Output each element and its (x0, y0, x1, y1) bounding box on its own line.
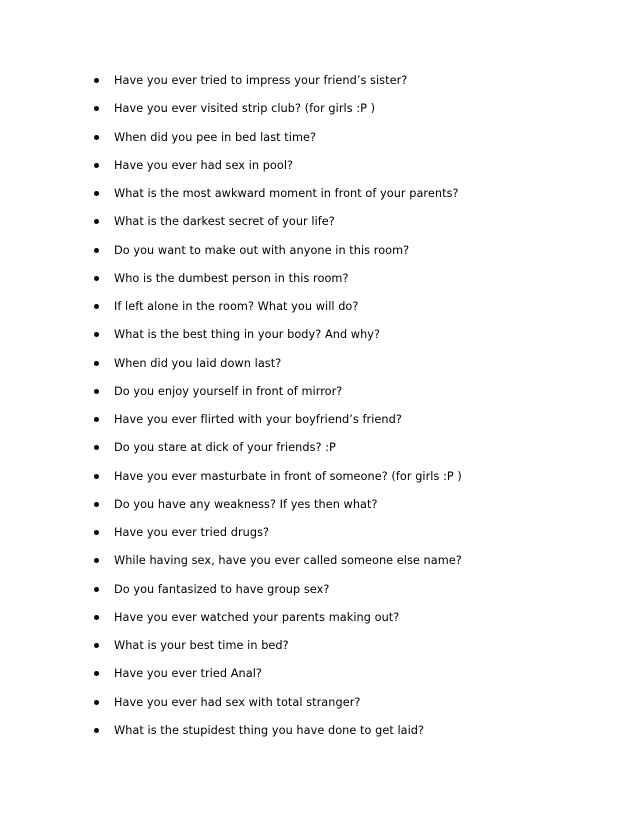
bullet-icon (94, 191, 99, 196)
bullet-icon (94, 728, 99, 733)
bullet-icon (94, 530, 99, 535)
list-item (94, 213, 614, 241)
list-item (94, 439, 614, 467)
list-item-text: Have you ever had sex in pool? (114, 158, 294, 172)
bullet-icon (94, 248, 99, 253)
list-item-text: Have you ever flirted with your boyfriend’s friend? (114, 413, 402, 426)
bullet-icon (94, 643, 99, 648)
list-item-text: What is the darkest secret of your life? (114, 215, 335, 229)
list-item-text: Do you want to make out with anyone in this room? (114, 243, 410, 257)
list-item-text: Do you have any weakness? If yes then what? (114, 497, 378, 511)
bullet-icon (94, 700, 99, 705)
list-item-text: Have you ever tried to impress your friend’s sister? (114, 74, 408, 87)
list-item (94, 129, 614, 157)
bullet-icon (94, 163, 99, 168)
list-item-text: Do you stare at dick of your friends? :P (114, 441, 336, 455)
list-item (94, 552, 614, 580)
bullet-icon (94, 361, 99, 366)
list-item-text: What is the best thing in your body? And why? (114, 328, 381, 342)
list-item (94, 694, 614, 722)
bullet-icon (94, 615, 99, 620)
list-item (94, 665, 614, 693)
list-item (94, 100, 614, 128)
list-item-text: Have you ever had sex with total stranger? (114, 695, 361, 709)
bullet-icon (94, 135, 99, 140)
list-item (94, 524, 614, 552)
list-item (94, 411, 614, 439)
bullet-icon (94, 219, 99, 224)
list-item (94, 72, 614, 100)
list-item (94, 581, 614, 609)
list-item-text: What is the stupidest thing you have done to get laid? (114, 723, 425, 737)
list-item-text: When did you laid down last? (114, 356, 282, 370)
bullet-icon (94, 304, 99, 309)
bullet-icon (94, 78, 99, 83)
list-item (94, 383, 614, 411)
bullet-icon (94, 474, 99, 479)
bullet-icon (94, 558, 99, 563)
bullet-icon (94, 276, 99, 281)
list-item (94, 637, 614, 665)
list-item (94, 242, 614, 270)
list-item (94, 326, 614, 354)
list-item-text: Do you enjoy yourself in front of mirror? (114, 384, 343, 398)
bullet-icon (94, 417, 99, 422)
list-item (94, 468, 614, 496)
list-item (94, 609, 614, 637)
list-item-text: Have you ever watched your parents making out? (114, 610, 400, 624)
list-item (94, 298, 614, 326)
bullet-icon (94, 389, 99, 394)
list-item (94, 270, 614, 298)
list-item-text: If left alone in the room? What you will do? (114, 300, 359, 313)
list-item-text: Have you ever masturbate in front of someone? (for girls :P ) (114, 469, 462, 483)
list-item-text: Have you ever tried Anal? (114, 667, 262, 681)
list-item-text: When did you pee in bed last time? (114, 130, 317, 144)
list-item-text: What is the most awkward moment in front of your parents? (114, 187, 459, 200)
list-item-text: While having sex, have you ever called someone else name? (114, 554, 462, 568)
list-item-text: Who is the dumbest person in this room? (114, 271, 349, 285)
list-item-text: Have you ever tried drugs? (114, 526, 270, 539)
list-item-text: What is your best time in bed? (114, 639, 289, 652)
bullet-icon (94, 587, 99, 592)
bullet-icon (94, 445, 99, 450)
list-item (94, 722, 614, 750)
list-item (94, 157, 614, 185)
question-list (94, 72, 614, 750)
list-item (94, 185, 614, 213)
bullet-icon (94, 332, 99, 337)
list-item (94, 355, 614, 383)
bullet-icon (94, 502, 99, 507)
list-item (94, 496, 614, 524)
list-item-text: Have you ever visited strip club? (for girls :P ) (114, 102, 376, 116)
bullet-icon (94, 671, 99, 676)
bullet-icon (94, 106, 99, 111)
list-item-text: Do you fantasized to have group sex? (114, 582, 330, 596)
